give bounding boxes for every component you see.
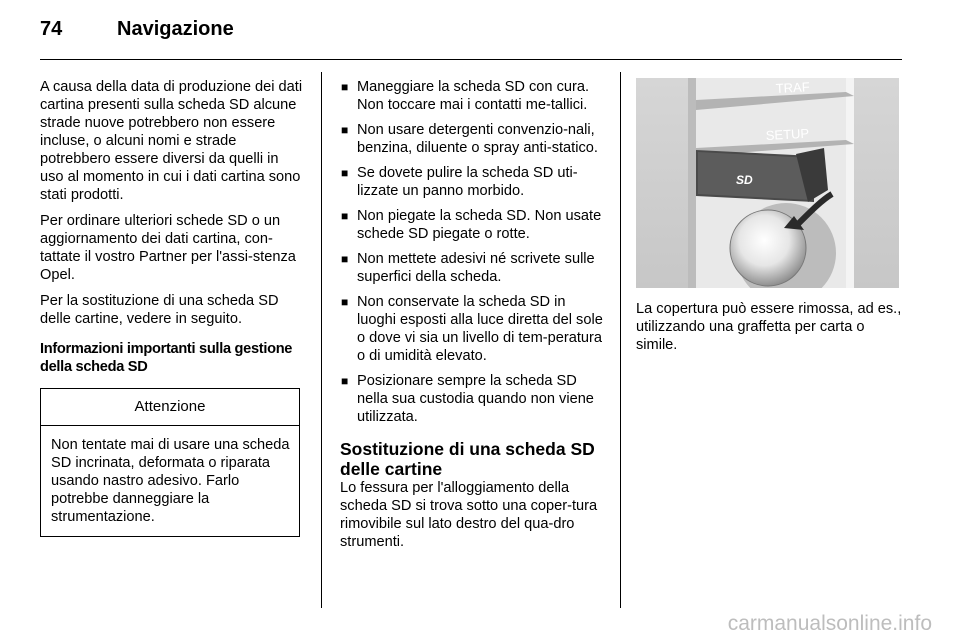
bullet-icon: ■ xyxy=(341,295,349,309)
bullet-list xyxy=(340,78,608,426)
sd-slot-photo xyxy=(636,78,899,288)
column-divider xyxy=(620,72,621,608)
subheading: Informazioni importanti sulla gestione della scheda SD xyxy=(40,341,293,375)
page-number: 74 xyxy=(40,18,63,40)
list-item-text: Posizionare sempre la scheda SD nella sua custodia quando non viene utilizzata. xyxy=(357,373,594,425)
section-title: Sostituzione di una scheda SD delle cartine xyxy=(340,439,595,479)
bullet-icon: ■ xyxy=(341,252,349,266)
list-item xyxy=(340,293,608,365)
list-item xyxy=(340,164,608,200)
list-item xyxy=(340,250,608,286)
bullet-icon: ■ xyxy=(341,80,349,94)
section-body: Lo fessura per l'alloggiamento della scheda SD si trova sotto una coper-tura rimovibile sul lato destro del qua-dro strumenti. xyxy=(340,480,598,550)
setup-label: SETUP xyxy=(765,125,810,143)
list-item-text: Non conservate la scheda SD in luoghi esposti alla luce diretta del sole o dove vi sia un livello di tem-peratura o di umidità elevato. xyxy=(357,294,603,364)
paragraph: A causa della data di produzione dei dati cartina presenti sulla scheda SD alcune strade nuove potrebbero non essere incluse, o alcuni nomi e strade potrebbero essere diversi da quelli in uso al momento in cui i dati cartina sono stati prodotti. xyxy=(40,79,303,203)
list-item-text: Se dovete pulire la scheda SD uti-lizzate un panno morbido. xyxy=(357,165,578,199)
list-item xyxy=(340,207,608,243)
list-item xyxy=(340,372,608,426)
caution-box xyxy=(40,388,300,537)
list-item-text: Non mettete adesivi né scrivete sulle superfici della scheda. xyxy=(357,251,595,285)
watermark: carmanualsonline.info xyxy=(727,612,932,635)
sd-label: SD xyxy=(736,173,753,187)
header-rule xyxy=(40,59,902,60)
column-divider xyxy=(321,72,322,608)
bullet-icon: ■ xyxy=(341,374,349,388)
bullet-icon: ■ xyxy=(341,123,349,137)
paragraph: Per ordinare ulteriori schede SD o un aggiornamento dei dati cartina, con-tattate il vostro Partner per l'assi-stenza Opel. xyxy=(40,213,296,283)
list-item-text: Non piegate la scheda SD. Non usate schede SD piegate o rotte. xyxy=(357,208,602,242)
column-middle xyxy=(340,78,608,559)
list-item xyxy=(340,78,608,114)
list-item xyxy=(340,121,608,157)
sd-slot-illustration xyxy=(636,78,899,288)
page-header xyxy=(40,18,234,48)
bullet-icon: ■ xyxy=(341,166,349,180)
paragraph: Per la sostituzione di una scheda SD delle cartine, vedere in seguito. xyxy=(40,293,279,327)
caution-title: Attenzione xyxy=(41,389,299,426)
list-item-text: Maneggiare la scheda SD con cura. Non toccare mai i contatti me-tallici. xyxy=(357,79,590,113)
column-left xyxy=(40,78,304,537)
caution-body: Non tentate mai di usare una scheda SD incrinata, deformata o riparata usando nastro adesivo. Farlo potrebbe danneggiare la strumentazione. xyxy=(51,437,290,525)
photo-caption: La copertura può essere rimossa, ad es., utilizzando una graffetta per carta o simile. xyxy=(636,301,902,353)
column-right xyxy=(636,300,902,362)
bullet-icon: ■ xyxy=(341,209,349,223)
list-item-text: Non usare detergenti convenzio-nali, benzina, diluente o spray anti-statico. xyxy=(357,122,598,156)
chapter-title: Navigazione xyxy=(117,18,234,40)
traf-label: TRAF xyxy=(775,79,811,96)
